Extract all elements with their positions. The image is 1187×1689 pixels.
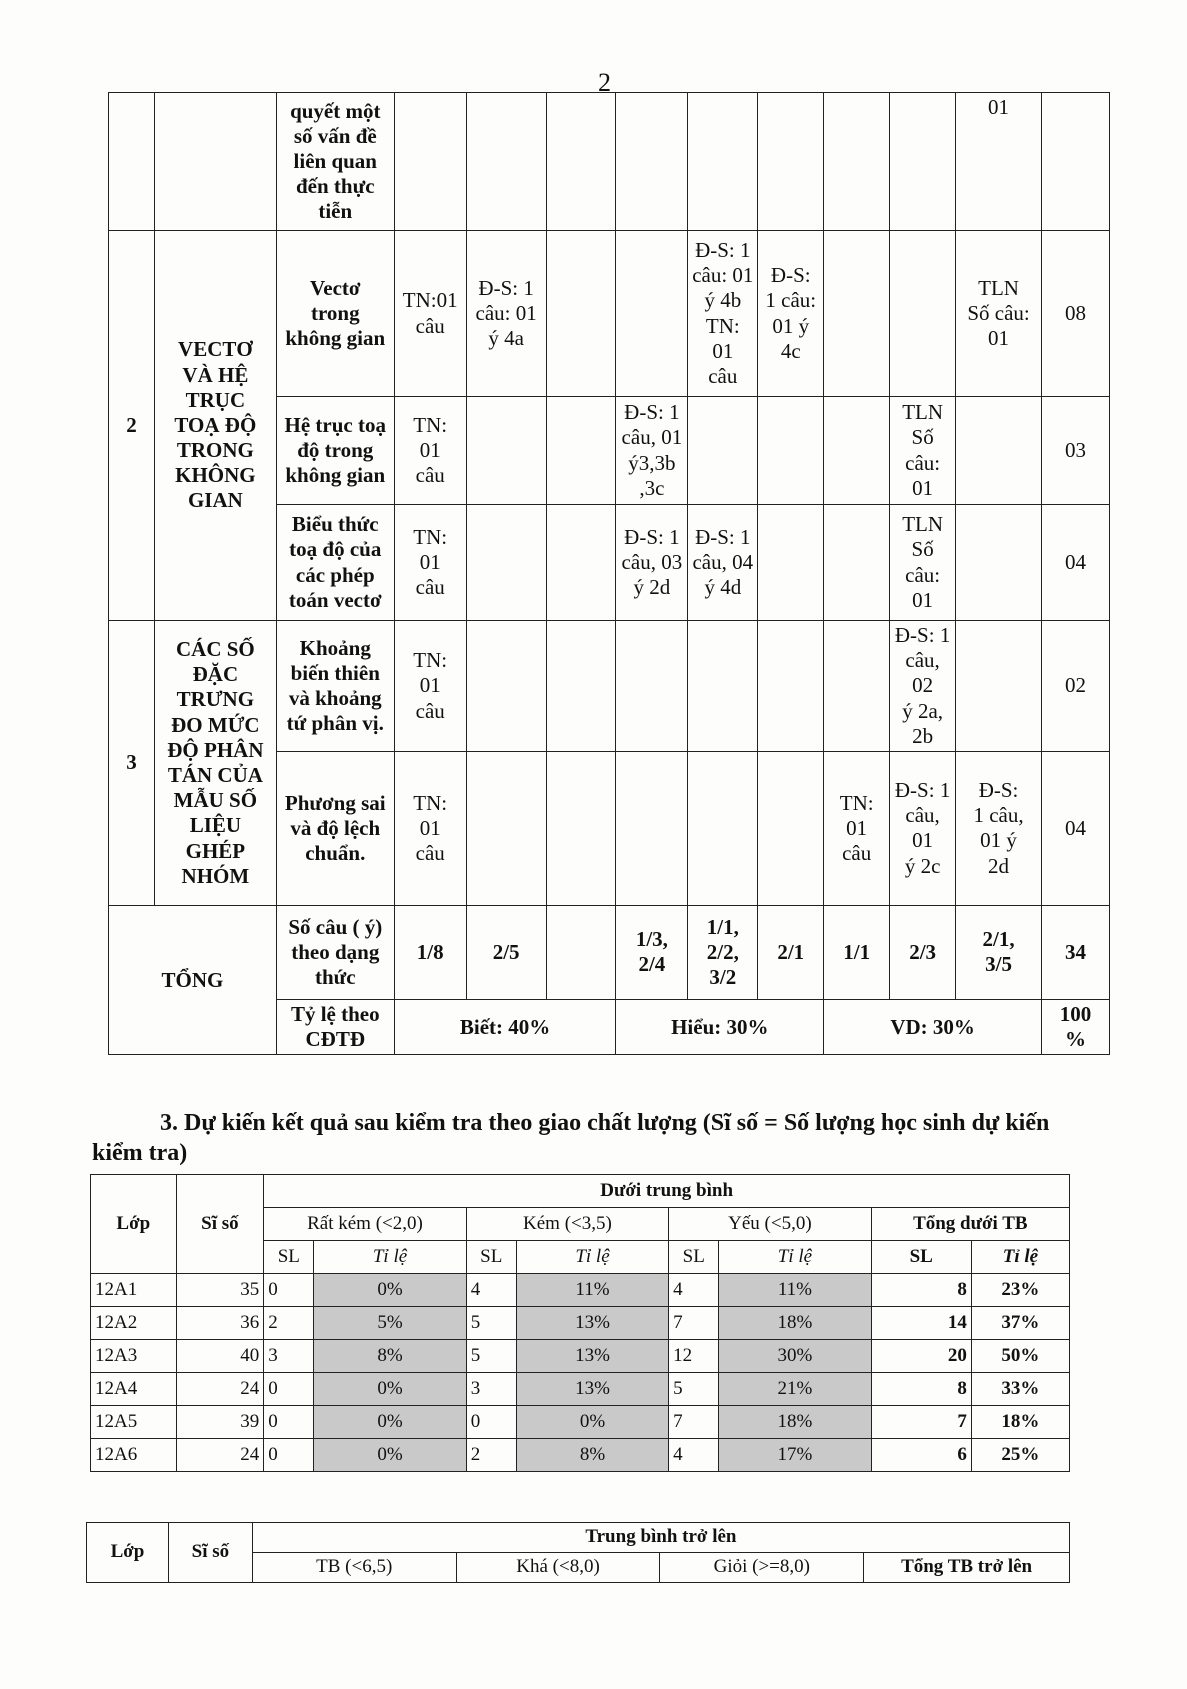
class-cell: 12A5 (91, 1406, 177, 1439)
header-yeu: Yếu (<5,0) (669, 1208, 871, 1241)
total-ratio-cell: 33% (971, 1373, 1069, 1406)
total-sum: 34 (1041, 905, 1109, 999)
total-value: 2/3 (890, 905, 956, 999)
unit-cell: Biểu thức toạ độ của các phép toán vectơ (276, 505, 394, 621)
ratio-cell: 11% (719, 1274, 871, 1307)
ratio-cell: 0% (314, 1274, 466, 1307)
matrix-cell: TN:01 câu (394, 231, 466, 397)
table-row (91, 1340, 1070, 1373)
table-row (91, 1274, 1070, 1307)
topic-name: VECTƠ VÀ HỆ TRỤC TOẠ ĐỘ TRONG KHÔNG GIAN (154, 231, 276, 621)
sl-cell: 4 (669, 1274, 719, 1307)
unit-cell: Phương sai và độ lệch chuẩn. (276, 751, 394, 905)
total-value: 1/8 (394, 905, 466, 999)
total-cell: 03 (1041, 397, 1109, 505)
matrix-cell: TLN Số câu: 01 (890, 397, 956, 505)
ratio-cell: 5% (314, 1307, 466, 1340)
sl-cell: 12 (669, 1340, 719, 1373)
unit-cell: quyết một số vấn đề liên quan đến thực tiễn (276, 93, 394, 231)
class-cell: 12A3 (91, 1340, 177, 1373)
matrix-cell: Đ-S: 1 câu, 04 ý 4d (688, 505, 758, 621)
ratio-hieu: Hiểu: 30% (616, 999, 824, 1054)
total-ratio-cell: 18% (971, 1406, 1069, 1439)
topic-number: 2 (109, 231, 155, 621)
matrix-cell: Đ-S: 1 câu, 01 ý3,3b ,3c (616, 397, 688, 505)
siso-cell: 24 (176, 1373, 264, 1406)
total-value: 2/1, 3/5 (956, 905, 1042, 999)
results-header-row (87, 1523, 1070, 1553)
ratio-cell: 18% (719, 1307, 871, 1340)
total-cell: 04 (1041, 505, 1109, 621)
sl-cell: 0 (264, 1439, 314, 1472)
header-lop: Lớp (91, 1175, 177, 1274)
header-ratkem: Rất kém (<2,0) (264, 1208, 466, 1241)
sl-cell: 0 (264, 1406, 314, 1439)
header-gioi: Giỏi (>=8,0) (660, 1552, 864, 1582)
sl-cell: 4 (669, 1439, 719, 1472)
matrix-cell: TN: 01 câu (394, 751, 466, 905)
matrix-total-row (109, 905, 1110, 999)
results-below-average-table (90, 1174, 1070, 1472)
ratio-cell: 0% (314, 1439, 466, 1472)
siso-cell: 24 (176, 1439, 264, 1472)
table-row (91, 1307, 1070, 1340)
page-number: 2 (598, 68, 611, 97)
total-sl-cell: 6 (871, 1439, 971, 1472)
total-value: 1/1, 2/2, 3/2 (688, 905, 758, 999)
total-sl-cell: 14 (871, 1307, 971, 1340)
sl-cell: 7 (669, 1307, 719, 1340)
sl-cell: 0 (264, 1373, 314, 1406)
header-lop: Lớp (87, 1523, 169, 1583)
sl-cell: 3 (264, 1340, 314, 1373)
class-cell: 12A4 (91, 1373, 177, 1406)
topic-name: CÁC SỐ ĐẶC TRƯNG ĐO MỨC ĐỘ PHÂN TÁN CỦA MẪU SỐ LIỆU GHÉP NHÓM (154, 621, 276, 906)
matrix-cell: TN: 01 câu (394, 505, 466, 621)
matrix-cell: TLN Số câu: 01 (956, 231, 1042, 397)
ratio-cell: 13% (516, 1307, 668, 1340)
total-sl-cell: 7 (871, 1406, 971, 1439)
ratio-cell: 17% (719, 1439, 871, 1472)
matrix-cell: Đ-S: 1 câu, 01 ý 2c (890, 751, 956, 905)
results-above-average-table (86, 1522, 1070, 1583)
matrix-cell: TN: 01 câu (394, 621, 466, 752)
total-value: 2/1 (758, 905, 824, 999)
header-kha: Khá (<8,0) (456, 1552, 660, 1582)
ratio-cell: 21% (719, 1373, 871, 1406)
unit-cell: Hệ trục toạ độ trong không gian (276, 397, 394, 505)
ratio-biet: Biết: 40% (394, 999, 616, 1054)
section-heading: 3. Dự kiến kết quả sau kiểm tra theo giao chất lượng (Sĩ số = Số lượng học sinh dự kiến kiểm tra) (92, 1110, 1050, 1166)
table-row (91, 1373, 1070, 1406)
header-siso: Sĩ số (176, 1175, 264, 1274)
ratio-cell: 13% (516, 1373, 668, 1406)
sl-cell: 4 (466, 1274, 516, 1307)
sl-cell: 5 (466, 1340, 516, 1373)
total-sl-cell: 8 (871, 1373, 971, 1406)
matrix-row-continuation (109, 93, 1110, 231)
sl-cell: 3 (466, 1373, 516, 1406)
total-value: 1/3, 2/4 (616, 905, 688, 999)
unit-cell: Khoảng biến thiên và khoảng tứ phân vị. (276, 621, 394, 752)
sl-cell: 0 (466, 1406, 516, 1439)
total-ratio-cell: 50% (971, 1340, 1069, 1373)
sl-cell: 2 (264, 1307, 314, 1340)
matrix-cell: Đ-S: 1 câu: 01 ý 4c (758, 231, 824, 397)
ratio-total: 100 % (1041, 999, 1109, 1054)
matrix-row (109, 231, 1110, 397)
matrix-cell: TN: 01 câu (824, 751, 890, 905)
matrix-table (108, 92, 1110, 1055)
total-row-label: Số câu ( ý) theo dạng thức (276, 905, 394, 999)
ratio-cell: 11% (516, 1274, 668, 1307)
total-value: 2/5 (466, 905, 546, 999)
total-value (546, 905, 616, 999)
header-sl: SL (871, 1241, 971, 1274)
sl-cell: 5 (466, 1307, 516, 1340)
table-row (91, 1439, 1070, 1472)
siso-cell: 35 (176, 1274, 264, 1307)
total-cell: 04 (1041, 751, 1109, 905)
header-tile: Tỉ lệ (971, 1241, 1069, 1274)
header-siso: Sĩ số (168, 1523, 252, 1583)
matrix-cell: Đ-S: 1 câu, 03 ý 2d (616, 505, 688, 621)
ratio-cell: 0% (516, 1406, 668, 1439)
total-cell: 02 (1041, 621, 1109, 752)
total-cell: 08 (1041, 231, 1109, 397)
header-group: Trung bình trở lên (252, 1523, 1069, 1553)
header-sl: SL (669, 1241, 719, 1274)
total-ratio-cell: 25% (971, 1439, 1069, 1472)
ratio-cell: 0% (314, 1406, 466, 1439)
header-tb: TB (<6,5) (252, 1552, 456, 1582)
results-header-row (91, 1175, 1070, 1208)
class-cell: 12A2 (91, 1307, 177, 1340)
ratio-vd: VD: 30% (824, 999, 1042, 1054)
total-ratio-cell: 37% (971, 1307, 1069, 1340)
matrix-cell: TLN Số câu: 01 (890, 505, 956, 621)
siso-cell: 40 (176, 1340, 264, 1373)
header-sl: SL (264, 1241, 314, 1274)
header-group: Dưới trung bình (264, 1175, 1070, 1208)
header-tile: Tỉ lệ (314, 1241, 466, 1274)
header-tong: Tổng dưới TB (871, 1208, 1069, 1241)
siso-cell: 36 (176, 1307, 264, 1340)
class-cell: 12A6 (91, 1439, 177, 1472)
header-sl: SL (466, 1241, 516, 1274)
ratio-cell: 0% (314, 1373, 466, 1406)
matrix-cell: 01 (956, 93, 1042, 231)
class-cell: 12A1 (91, 1274, 177, 1307)
ratio-row-label: Tỷ lệ theo CĐTĐ (276, 999, 394, 1054)
total-sl-cell: 8 (871, 1274, 971, 1307)
total-label: TỔNG (109, 905, 277, 1054)
matrix-row (109, 621, 1110, 752)
header-tile: Tỉ lệ (719, 1241, 871, 1274)
header-tile: Tỉ lệ (516, 1241, 668, 1274)
topic-number: 3 (109, 621, 155, 906)
matrix-cell: Đ-S: 1 câu: 01 ý 4a (466, 231, 546, 397)
total-sl-cell: 20 (871, 1340, 971, 1373)
matrix-cell: Đ-S: 1 câu: 01 ý 4b TN: 01 câu (688, 231, 758, 397)
sl-cell: 7 (669, 1406, 719, 1439)
ratio-cell: 13% (516, 1340, 668, 1373)
siso-cell: 39 (176, 1406, 264, 1439)
sl-cell: 2 (466, 1439, 516, 1472)
ratio-cell: 8% (314, 1340, 466, 1373)
matrix-cell: Đ-S: 1 câu, 02 ý 2a, 2b (890, 621, 956, 752)
table-row (91, 1406, 1070, 1439)
matrix-cell: Đ-S: 1 câu, 01 ý 2d (956, 751, 1042, 905)
matrix-cell: TN: 01 câu (394, 397, 466, 505)
sl-cell: 5 (669, 1373, 719, 1406)
total-value: 1/1 (824, 905, 890, 999)
ratio-cell: 8% (516, 1439, 668, 1472)
unit-cell: Vectơ trong không gian (276, 231, 394, 397)
total-ratio-cell: 23% (971, 1274, 1069, 1307)
sl-cell: 0 (264, 1274, 314, 1307)
ratio-cell: 30% (719, 1340, 871, 1373)
ratio-cell: 18% (719, 1406, 871, 1439)
header-tong: Tổng TB trở lên (864, 1552, 1070, 1582)
header-kem: Kém (<3,5) (466, 1208, 668, 1241)
